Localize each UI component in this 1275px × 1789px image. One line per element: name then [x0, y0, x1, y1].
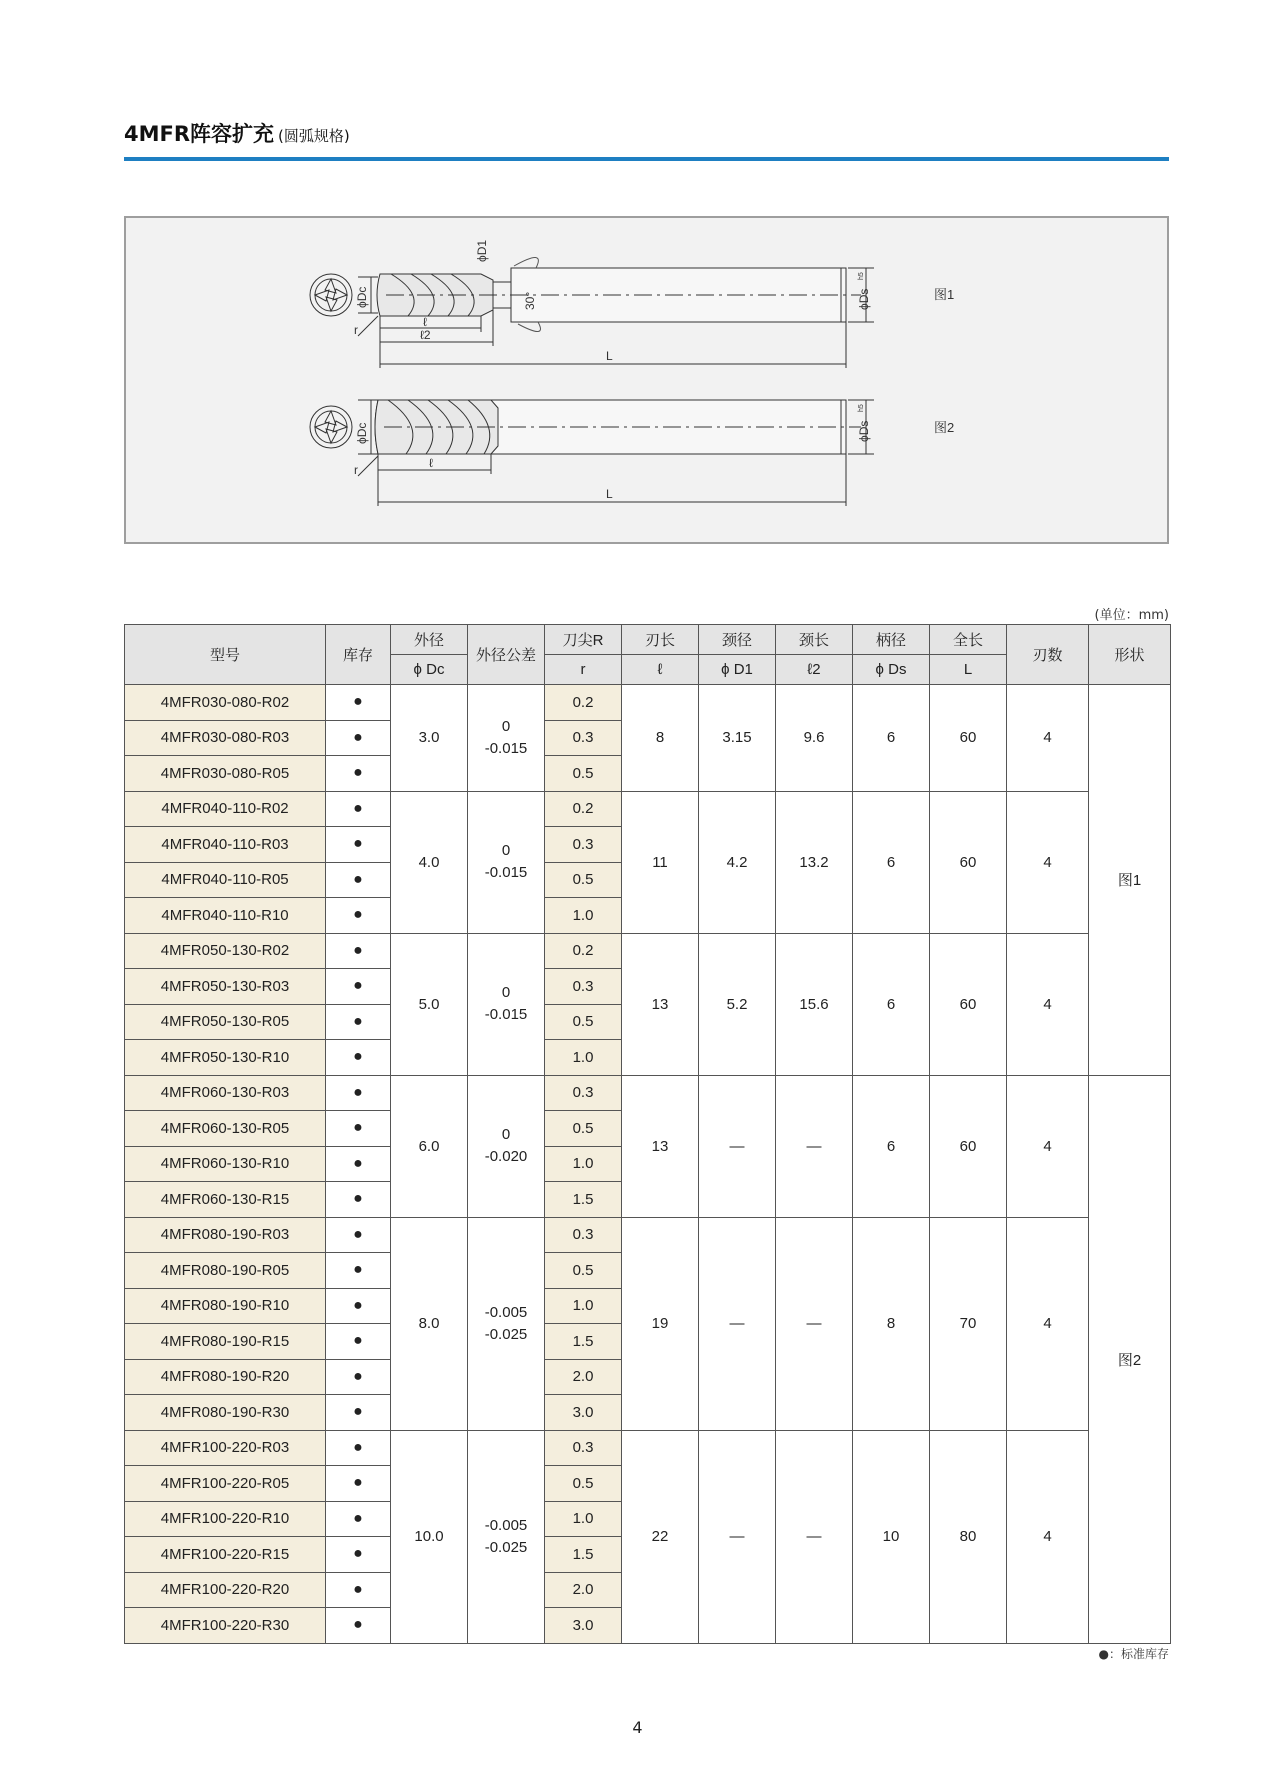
fig2-l-label: ℓ — [429, 456, 433, 470]
flutes-cell: 4 — [1007, 933, 1089, 1075]
fig1-angle-label: 30° — [523, 291, 537, 310]
title-main: 4MFR阵容扩充 — [124, 122, 275, 146]
tolerance-cell — [468, 1075, 545, 1217]
header-stock: 库存 — [326, 625, 391, 685]
tolerance-cell — [468, 1430, 545, 1643]
corner-radius-cell: 0.2 — [545, 933, 622, 969]
shank-diameter-cell: 6 — [853, 1075, 930, 1217]
fig2-dc-label: ϕDc — [355, 422, 369, 444]
header-l: 刃长 — [622, 625, 699, 655]
model-cell: 4MFR050-130-R05 — [125, 1004, 326, 1040]
table-header — [125, 625, 1171, 685]
total-length-cell: 60 — [930, 685, 1007, 792]
model-cell: 4MFR080-190-R05 — [125, 1253, 326, 1289]
tolerance-cell — [468, 791, 545, 933]
corner-radius-cell: 0.5 — [545, 1253, 622, 1289]
header-r-symbol: r — [545, 655, 622, 685]
fig1-L-label: L — [606, 349, 613, 363]
corner-radius-cell: 1.0 — [545, 1040, 622, 1076]
flute-length-cell: 11 — [622, 791, 699, 933]
shank-diameter-cell: 10 — [853, 1430, 930, 1643]
dc-cell: 6.0 — [391, 1075, 468, 1217]
model-cell: 4MFR050-130-R10 — [125, 1040, 326, 1076]
stock-indicator: ● — [326, 756, 391, 792]
neck-length-cell: 15.6 — [776, 933, 853, 1075]
tolerance-upper: 0 — [501, 842, 511, 859]
stock-indicator: ● — [326, 1608, 391, 1644]
header-ds-symbol: ϕ Ds — [853, 655, 930, 685]
dc-cell: 3.0 — [391, 685, 468, 792]
fig1-ds-label: ϕDs — [857, 288, 871, 310]
fig2-r-label: r — [354, 463, 358, 477]
corner-radius-cell: 0.3 — [545, 1075, 622, 1111]
neck-diameter-cell: 4.2 — [699, 791, 776, 933]
corner-radius-cell: 1.0 — [545, 1146, 622, 1182]
stock-indicator: ● — [326, 1288, 391, 1324]
stock-indicator: ● — [326, 1253, 391, 1289]
tolerance-lower: -0.025 — [484, 1538, 528, 1556]
stock-indicator: ● — [326, 1075, 391, 1111]
stock-indicator: ● — [326, 1430, 391, 1466]
fig1-ds-tol: h5 — [858, 272, 865, 280]
spec-table — [124, 624, 1171, 1644]
model-cell: 4MFR060-130-R10 — [125, 1146, 326, 1182]
neck-length-cell: 13.2 — [776, 791, 853, 933]
total-length-cell: 60 — [930, 1075, 1007, 1217]
corner-radius-cell: 1.5 — [545, 1537, 622, 1573]
tolerance-lower: -0.015 — [484, 864, 528, 881]
tolerance-lower: -0.015 — [484, 739, 528, 757]
stock-indicator: ● — [326, 791, 391, 827]
corner-radius-cell: 1.5 — [545, 1182, 622, 1218]
stock-indicator: ● — [326, 685, 391, 721]
corner-radius-cell: 1.5 — [545, 1324, 622, 1360]
model-cell: 4MFR040-110-R05 — [125, 862, 326, 898]
figure-1-drawing — [310, 240, 954, 368]
stock-legend: ●：标准库存 — [1098, 1647, 1169, 1661]
model-cell: 4MFR050-130-R03 — [125, 969, 326, 1005]
fig2-ds-label: ϕDs — [857, 420, 871, 442]
corner-radius-cell: 1.0 — [545, 1288, 622, 1324]
header-dc: 外径 — [391, 625, 468, 655]
model-cell: 4MFR080-190-R10 — [125, 1288, 326, 1324]
flutes-cell: 4 — [1007, 791, 1089, 933]
neck-diameter-cell: 3.15 — [699, 685, 776, 792]
stock-indicator: ● — [326, 1395, 391, 1431]
model-cell: 4MFR040-110-R02 — [125, 791, 326, 827]
corner-radius-cell: 0.2 — [545, 791, 622, 827]
model-cell: 4MFR100-220-R03 — [125, 1430, 326, 1466]
corner-radius-cell: 2.0 — [545, 1572, 622, 1608]
dc-cell: 4.0 — [391, 791, 468, 933]
dc-cell: 8.0 — [391, 1217, 468, 1430]
model-cell: 4MFR080-190-R15 — [125, 1324, 326, 1360]
neck-length-cell: — — [776, 1430, 853, 1643]
stock-indicator: ● — [326, 862, 391, 898]
figure-2-drawing — [310, 400, 954, 506]
end-view-icon — [310, 406, 352, 448]
corner-radius-cell: 0.3 — [545, 1217, 622, 1253]
header-dc-symbol: ϕ Dc — [391, 655, 468, 685]
corner-radius-cell: 0.5 — [545, 756, 622, 792]
tolerance-upper: 0 — [501, 1126, 511, 1143]
shank-diameter-cell: 6 — [853, 685, 930, 792]
corner-radius-cell: 1.0 — [545, 898, 622, 934]
corner-radius-cell: 0.3 — [545, 720, 622, 756]
header-model: 型号 — [125, 625, 326, 685]
tolerance-lower: -0.025 — [484, 1325, 528, 1343]
model-cell: 4MFR100-220-R20 — [125, 1572, 326, 1608]
corner-radius-cell: 0.5 — [545, 862, 622, 898]
table-row — [125, 1075, 1171, 1111]
header-l2-symbol: ℓ2 — [776, 655, 853, 685]
stock-indicator: ● — [326, 898, 391, 934]
stock-indicator: ● — [326, 1324, 391, 1360]
corner-radius-cell: 0.5 — [545, 1004, 622, 1040]
table-row — [125, 933, 1171, 969]
tolerance-upper: -0.005 — [484, 1516, 528, 1534]
shank-diameter-cell: 6 — [853, 791, 930, 933]
total-length-cell: 60 — [930, 791, 1007, 933]
tolerance-cell — [468, 685, 545, 792]
corner-radius-cell: 0.5 — [545, 1111, 622, 1147]
header-r: 刀尖R — [545, 625, 622, 655]
page-title — [124, 118, 350, 148]
corner-radius-cell: 0.3 — [545, 969, 622, 1005]
dc-cell: 10.0 — [391, 1430, 468, 1643]
model-cell: 4MFR080-190-R20 — [125, 1359, 326, 1395]
flutes-cell: 4 — [1007, 685, 1089, 792]
shape-cell: 图2 — [1089, 1075, 1171, 1643]
flutes-cell: 4 — [1007, 1075, 1089, 1217]
neck-length-cell: 9.6 — [776, 685, 853, 792]
header-total-length: 全长 — [930, 625, 1007, 655]
flute-length-cell: 13 — [622, 1075, 699, 1217]
model-cell: 4MFR030-080-R05 — [125, 756, 326, 792]
fig1-l-label: ℓ — [423, 315, 427, 329]
tolerance-lower: -0.015 — [484, 1006, 528, 1023]
header-shape: 形状 — [1089, 625, 1171, 685]
neck-diameter-cell: — — [699, 1075, 776, 1217]
stock-indicator: ● — [326, 1040, 391, 1076]
corner-radius-cell: 0.5 — [545, 1466, 622, 1502]
header-d1: 颈径 — [699, 625, 776, 655]
corner-radius-cell: 1.0 — [545, 1501, 622, 1537]
stock-indicator: ● — [326, 1501, 391, 1537]
shank-diameter-cell: 8 — [853, 1217, 930, 1430]
flute-length-cell: 19 — [622, 1217, 699, 1430]
neck-diameter-cell: 5.2 — [699, 933, 776, 1075]
end-view-icon — [310, 274, 352, 316]
table-row — [125, 791, 1171, 827]
flute-length-cell: 22 — [622, 1430, 699, 1643]
tool-drawing-panel — [124, 216, 1169, 544]
header-d1-symbol: ϕ D1 — [699, 655, 776, 685]
total-length-cell: 70 — [930, 1217, 1007, 1430]
tolerance-upper: -0.005 — [484, 1303, 528, 1321]
header-l-symbol: ℓ — [622, 655, 699, 685]
total-length-cell: 80 — [930, 1430, 1007, 1643]
header-tolerance: 外径公差 — [468, 625, 545, 685]
model-cell: 4MFR060-130-R05 — [125, 1111, 326, 1147]
title-subtitle: (圆弧规格) — [278, 127, 350, 145]
corner-radius-cell: 0.3 — [545, 827, 622, 863]
model-cell: 4MFR080-190-R30 — [125, 1395, 326, 1431]
unit-note: (单位：mm) — [1094, 608, 1169, 623]
table-row — [125, 685, 1171, 721]
stock-indicator: ● — [326, 1217, 391, 1253]
model-cell: 4MFR080-190-R03 — [125, 1217, 326, 1253]
corner-radius-cell: 3.0 — [545, 1608, 622, 1644]
stock-indicator: ● — [326, 1537, 391, 1573]
stock-indicator: ● — [326, 1182, 391, 1218]
flutes-cell: 4 — [1007, 1430, 1089, 1643]
model-cell: 4MFR100-220-R10 — [125, 1501, 326, 1537]
model-cell: 4MFR100-220-R30 — [125, 1608, 326, 1644]
flute-length-cell: 8 — [622, 685, 699, 792]
table-body — [125, 685, 1171, 1644]
corner-radius-cell: 0.2 — [545, 685, 622, 721]
header-flutes: 刃数 — [1007, 625, 1089, 685]
model-cell: 4MFR060-130-R15 — [125, 1182, 326, 1218]
tolerance-upper: 0 — [501, 717, 511, 735]
header-total-length-symbol: L — [930, 655, 1007, 685]
total-length-cell: 60 — [930, 933, 1007, 1075]
tolerance-cell — [468, 933, 545, 1075]
stock-indicator: ● — [326, 969, 391, 1005]
header-l2: 颈长 — [776, 625, 853, 655]
model-cell: 4MFR050-130-R02 — [125, 933, 326, 969]
fig1-r-label: r — [354, 323, 358, 337]
fig1-d1-label: ϕD1 — [475, 239, 489, 262]
fig2-ds-tol: h5 — [858, 404, 865, 412]
tolerance-upper: 0 — [501, 984, 511, 1001]
corner-radius-cell: 3.0 — [545, 1395, 622, 1431]
stock-indicator: ● — [326, 1004, 391, 1040]
neck-length-cell: — — [776, 1075, 853, 1217]
shank-diameter-cell: 6 — [853, 933, 930, 1075]
title-underline — [124, 157, 1169, 161]
stock-indicator: ● — [326, 933, 391, 969]
corner-radius-cell: 0.3 — [545, 1430, 622, 1466]
header-ds: 柄径 — [853, 625, 930, 655]
model-cell: 4MFR040-110-R03 — [125, 827, 326, 863]
shape-cell: 图1 — [1089, 685, 1171, 1076]
stock-indicator: ● — [326, 1111, 391, 1147]
tolerance-lower: -0.020 — [484, 1148, 528, 1165]
corner-radius-cell: 2.0 — [545, 1359, 622, 1395]
fig1-l2-label: ℓ2 — [420, 328, 431, 342]
model-cell: 4MFR040-110-R10 — [125, 898, 326, 934]
page-number: 4 — [632, 1718, 643, 1737]
fig1-label: 图1 — [934, 287, 955, 302]
neck-length-cell: — — [776, 1217, 853, 1430]
flutes-cell: 4 — [1007, 1217, 1089, 1430]
dc-cell: 5.0 — [391, 933, 468, 1075]
model-cell: 4MFR100-220-R05 — [125, 1466, 326, 1502]
neck-diameter-cell: — — [699, 1430, 776, 1643]
model-cell: 4MFR030-080-R02 — [125, 685, 326, 721]
stock-indicator: ● — [326, 1572, 391, 1608]
tolerance-cell — [468, 1217, 545, 1430]
fig2-L-label: L — [606, 487, 613, 501]
fig1-dc-label: ϕDc — [355, 286, 369, 308]
table-row — [125, 1217, 1171, 1253]
stock-indicator: ● — [326, 827, 391, 863]
flute-length-cell: 13 — [622, 933, 699, 1075]
stock-indicator: ● — [326, 1146, 391, 1182]
stock-indicator: ● — [326, 1359, 391, 1395]
stock-indicator: ● — [326, 1466, 391, 1502]
neck-diameter-cell: — — [699, 1217, 776, 1430]
table-row — [125, 1430, 1171, 1466]
stock-indicator: ● — [326, 720, 391, 756]
fig2-label: 图2 — [934, 420, 955, 435]
model-cell: 4MFR030-080-R03 — [125, 720, 326, 756]
model-cell: 4MFR100-220-R15 — [125, 1537, 326, 1573]
model-cell: 4MFR060-130-R03 — [125, 1075, 326, 1111]
